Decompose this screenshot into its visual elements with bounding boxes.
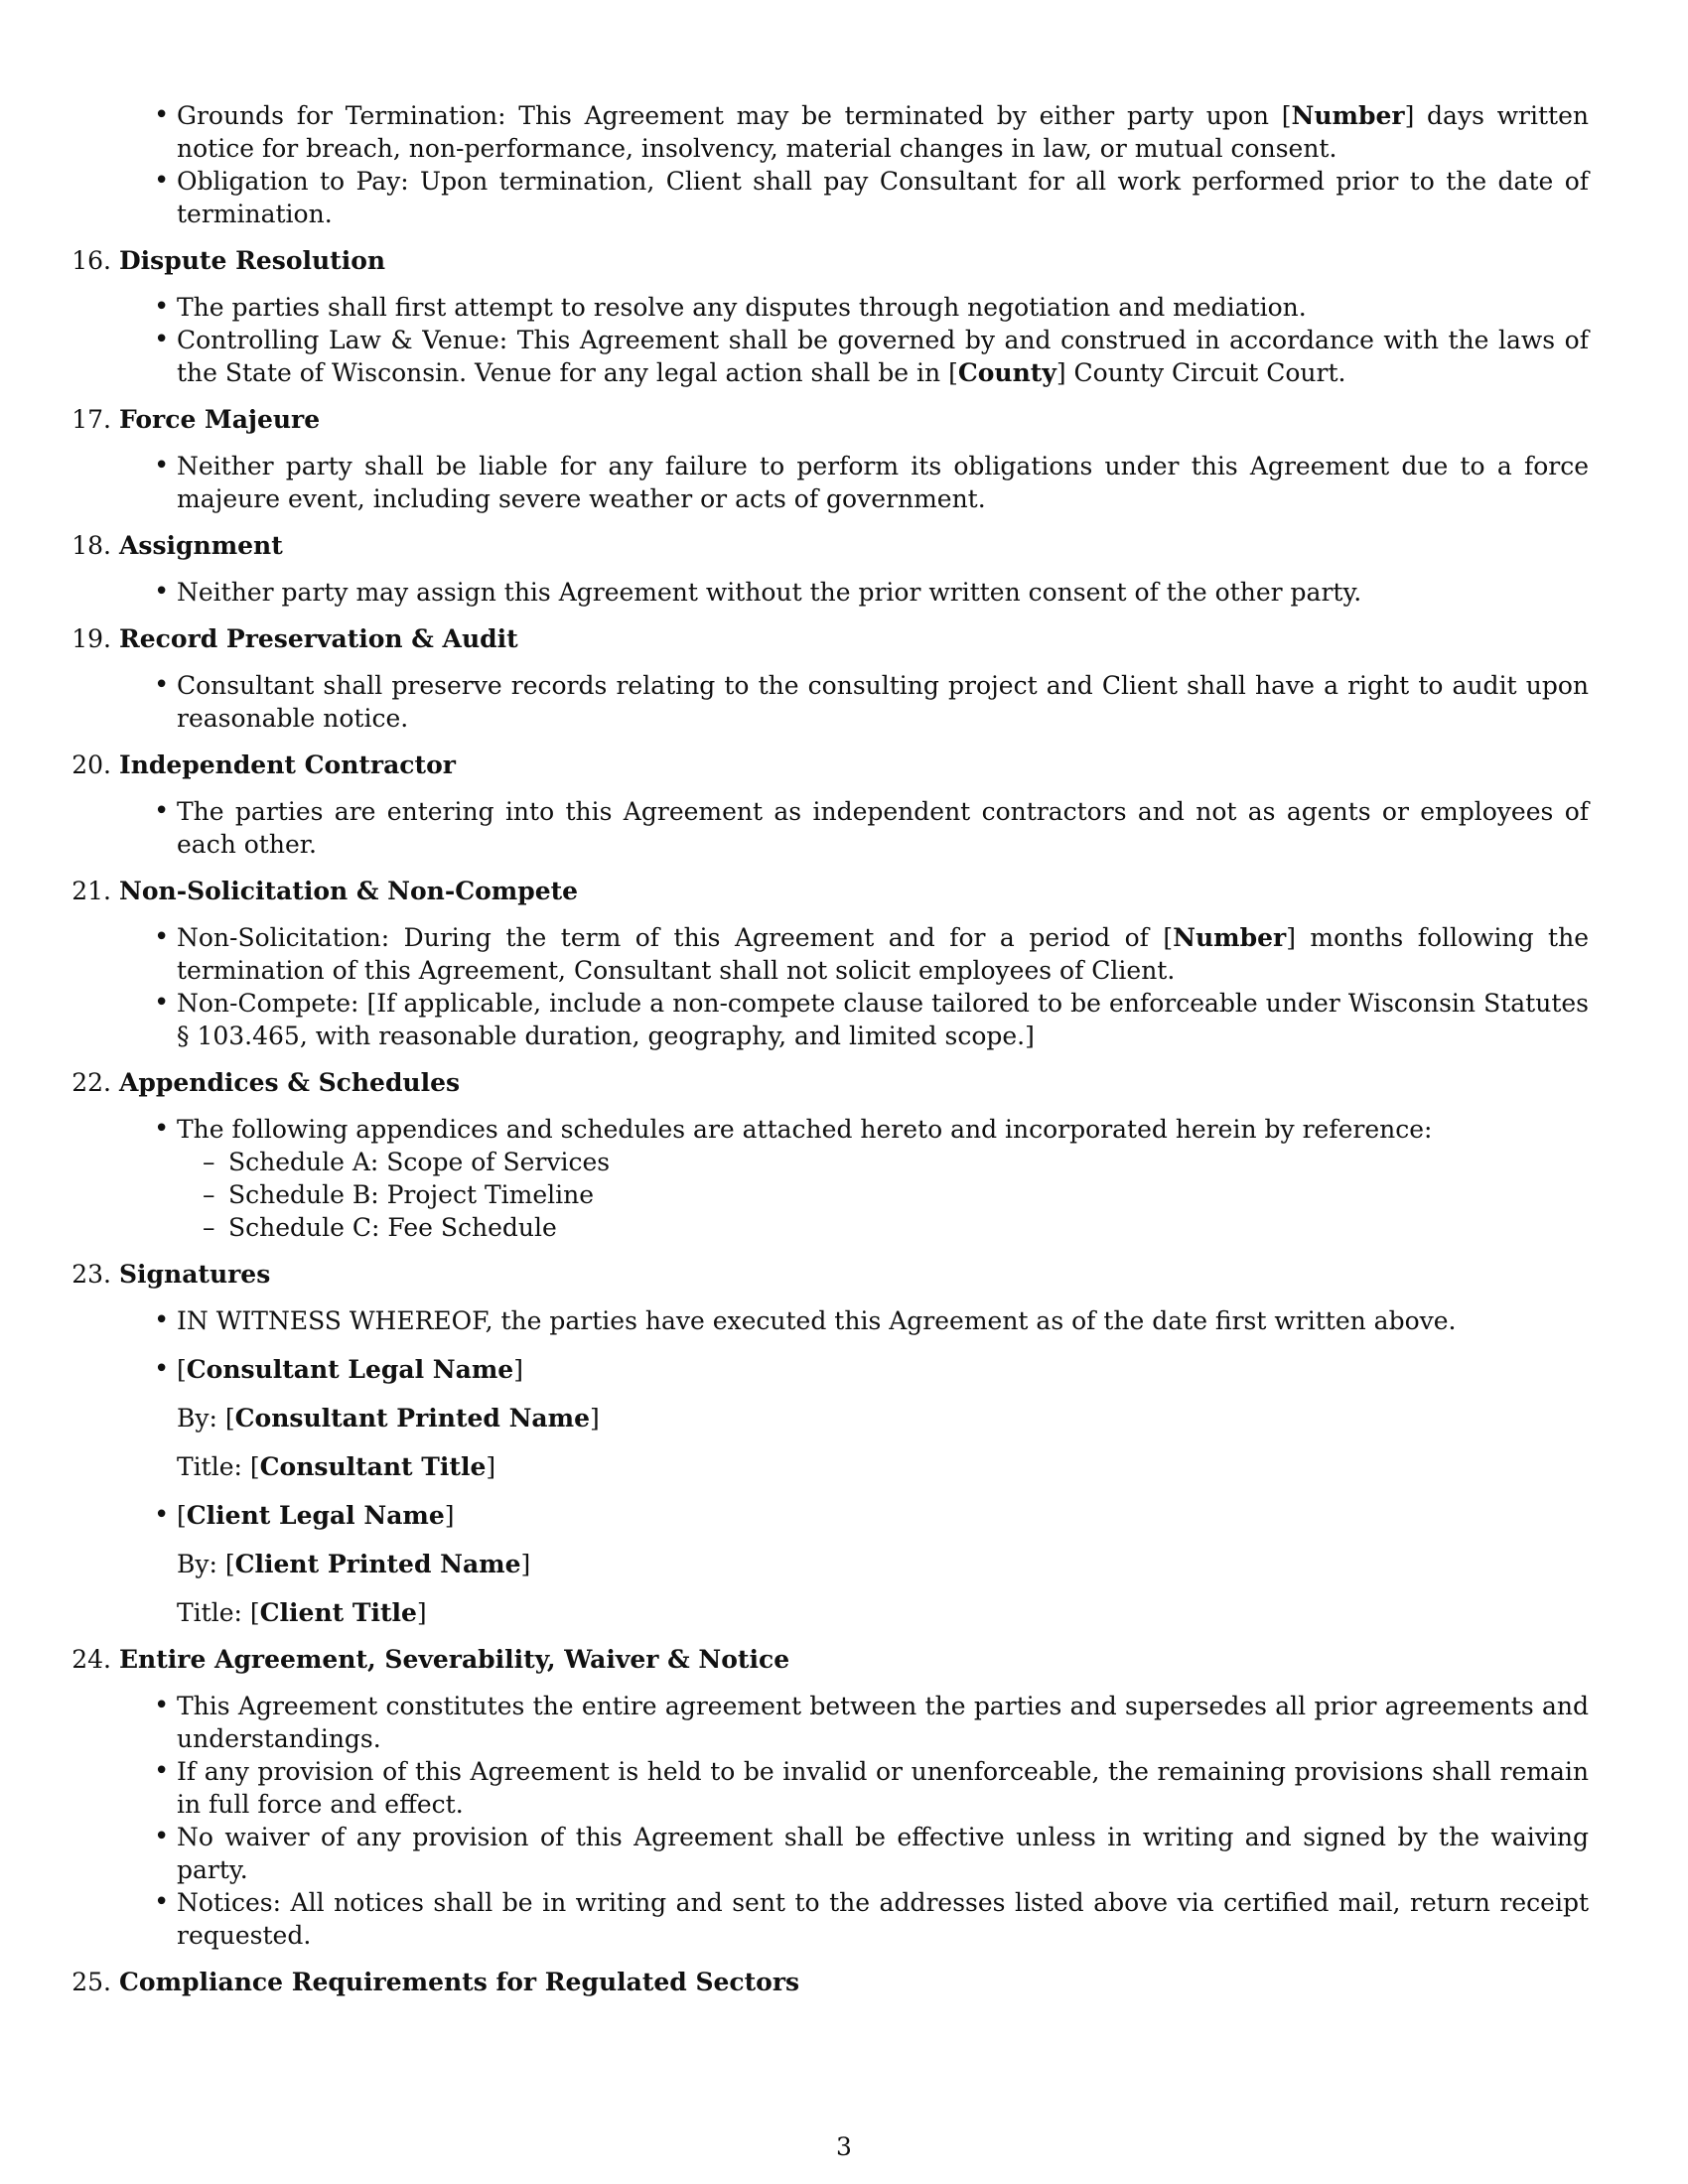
termination-list [70,99,1589,230]
section-title: Appendices & Schedules [119,1068,461,1097]
signature-by-line: By: [Client Printed Name] [177,1550,531,1578]
section-entire-agreement [70,1643,1589,1952]
section-number: 17. [71,405,111,434]
section-title: Dispute Resolution [119,246,386,275]
placeholder-bold: Number [1291,101,1405,130]
list-item [119,324,1589,389]
section-title: Compliance Requirements for Regulated Sectors [119,1968,800,1996]
section-heading [71,875,1589,907]
list-item [119,1304,1589,1337]
list-item [119,669,1589,735]
section-heading [71,1643,1589,1676]
client-title: Client Title [259,1598,417,1627]
title-label: Title: [177,1452,242,1481]
list-item [70,165,1589,230]
section-number: 22. [71,1068,111,1097]
section-dispute-resolution [70,244,1589,389]
section-title: Non-Solicitation & Non-Compete [119,877,579,905]
placeholder-bold: County [957,358,1056,387]
section-number: 24. [71,1645,111,1674]
list-item-text: No waiver of any provision of this Agreement shall be effective unless in writing and signed by the waiving party. [177,1823,1589,1884]
list-item [119,450,1589,515]
list-item [119,1113,1589,1244]
signature-block-client: • [Client Legal Name] [119,1499,1589,1532]
list-item-text: ] days written notice for breach, non-performance, insolvency, material changes in law, or mutual consent. [177,101,1589,163]
list-item [119,1690,1589,1755]
section-force-majeure [70,403,1589,515]
list-item [119,291,1589,324]
list-item-text: IN WITNESS WHEREOF, the parties have executed this Agreement as of the date first written above. [177,1306,1457,1335]
client-legal-name: Client Legal Name [186,1501,445,1530]
list-item-text: Controlling Law & Venue: This Agreement shall be governed by and construed in accordance with the laws of the State of Wisconsin. Venue for any legal action shall be in [ [177,326,1589,387]
section-heading [71,244,1589,277]
sub-list-item: – Schedule A: Scope of Services [177,1146,1589,1178]
list-item-text: ] months following the termination of this Agreement, Consultant shall not solicit employees of Client. [177,923,1589,985]
list-item-text: ] County Circuit Court. [1055,358,1346,387]
document-page [71,99,1589,2012]
section-number: 18. [71,531,111,560]
section-compliance [70,1966,1589,1998]
list-item-text: Non-Compete: [If applicable, include a non-compete clause tailored to be enforceable under Wisconsin Statutes § 103.465, with reasonable duration, geography, and limited scope.] [177,989,1589,1050]
section-heading [71,1258,1589,1291]
list-item-text: Notices: All notices shall be in writing and sent to the addresses listed above via certified mail, return receipt requested. [177,1888,1589,1950]
sub-list-item: – Schedule C: Fee Schedule [177,1211,1589,1244]
page-number: 3 [836,2132,852,2161]
placeholder-bold: Number [1173,923,1287,952]
signature-by-line: By: [Consultant Printed Name] [177,1404,600,1433]
section-signatures [70,1258,1589,1629]
list-item-text: Grounds for Termination: This Agreement may be terminated by either party upon [ [177,101,1292,130]
section-title: Signatures [119,1260,271,1289]
section-heading [71,622,1589,655]
section-title: Independent Contractor [119,751,456,779]
list-item-text: Obligation to Pay: Upon termination, Client shall pay Consultant for all work performed prior to the date of termination. [177,167,1589,228]
section-number: 16. [71,246,111,275]
section-title: Entire Agreement, Severability, Waiver & Notice [119,1645,790,1674]
section-assignment [70,529,1589,609]
signature-block-consultant: • [Consultant Legal Name] [119,1353,1589,1386]
list-item [119,987,1589,1052]
signature-title-line: Title: [Client Title] [177,1598,427,1627]
signature-title-line: Title: [Consultant Title] [177,1452,496,1481]
section-heading [71,1966,1589,1998]
list-item [119,1886,1589,1952]
section-heading [71,1066,1589,1099]
section-heading [71,403,1589,436]
list-item [70,99,1589,165]
list-item-text: The parties are entering into this Agreement as independent contractors and not as agents or employees of each other. [177,797,1589,859]
list-item [119,1755,1589,1821]
list-item [119,576,1589,609]
list-item-text: Non-Solicitation: During the term of this Agreement and for a period of [ [177,923,1174,952]
section-heading [71,529,1589,562]
sub-list-item: – Schedule B: Project Timeline [177,1178,1589,1211]
list-item-text: This Agreement constitutes the entire agreement between the parties and supersedes all prior agreements and understandings. [177,1692,1589,1753]
client-printed-name: Client Printed Name [234,1550,521,1578]
by-label: By: [177,1550,217,1578]
section-non-solicitation [70,875,1589,1052]
consultant-title: Consultant Title [259,1452,487,1481]
section-number: 23. [71,1260,111,1289]
section-title: Assignment [119,531,283,560]
section-title: Force Majeure [119,405,321,434]
consultant-printed-name: Consultant Printed Name [234,1404,590,1433]
section-number: 19. [71,624,111,653]
consultant-legal-name: Consultant Legal Name [186,1355,514,1384]
list-item [119,795,1589,861]
section-number: 20. [71,751,111,779]
list-item-text: Neither party may assign this Agreement without the prior written consent of the other party. [177,578,1362,607]
section-number: 25. [71,1968,111,1996]
section-appendices [70,1066,1589,1244]
list-item-text: If any provision of this Agreement is held to be invalid or unenforceable, the remaining provisions shall remain in full force and effect. [177,1757,1589,1819]
list-item-text: Neither party shall be liable for any failure to perform its obligations under this Agreement due to a force majeure event, including severe weather or acts of government. [177,452,1589,513]
section-heading [71,749,1589,781]
list-item-text: Consultant shall preserve records relating to the consulting project and Client shall have a right to audit upon reasonable notice. [177,671,1589,733]
list-item [119,921,1589,987]
section-independent-contractor [70,749,1589,861]
section-number: 21. [71,877,111,905]
section-record-preservation [70,622,1589,735]
by-label: By: [177,1404,217,1433]
list-item [119,1821,1589,1886]
title-label: Title: [177,1598,242,1627]
section-title: Record Preservation & Audit [119,624,518,653]
list-item-text: The parties shall first attempt to resolve any disputes through negotiation and mediation. [177,293,1307,322]
list-item-text: The following appendices and schedules are attached hereto and incorporated herein by reference: [177,1115,1433,1144]
